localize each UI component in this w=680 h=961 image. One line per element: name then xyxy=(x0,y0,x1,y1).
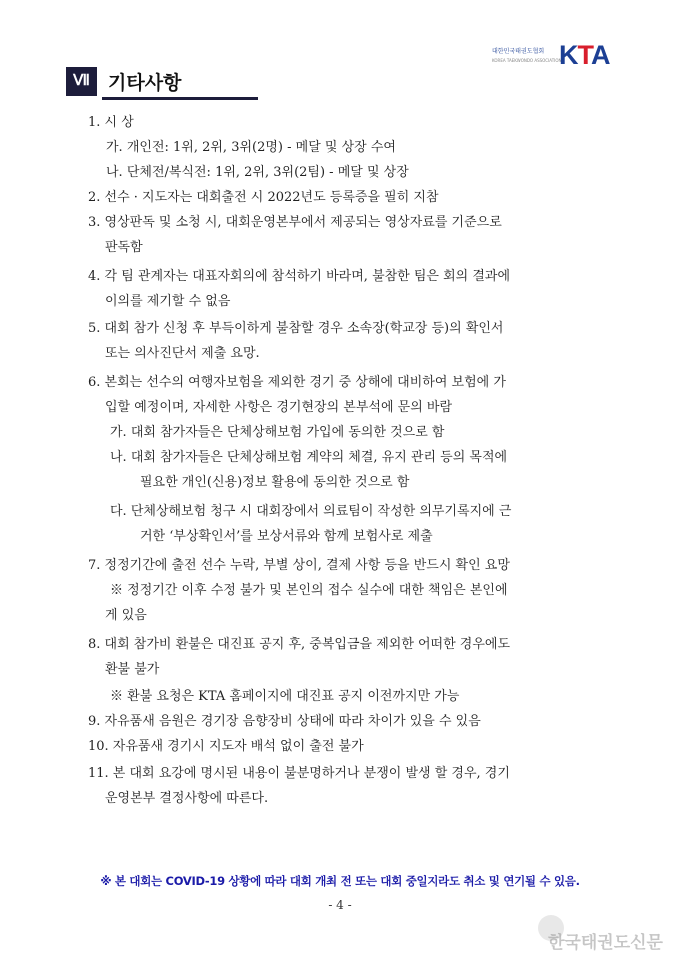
item-1-a: 가. 개인전: 1위, 2위, 3위(2명) - 메달 및 상장 수여 xyxy=(106,140,396,155)
logo-org-sub: KOREA TAEKWONDO ASSOCIATION xyxy=(492,58,562,63)
item-6-b-line-1: 나. 대회 참가자들은 단체상해보험 계약의 체결, 유지 관리 등의 목적에 xyxy=(110,450,508,465)
item-6-c-line-1: 다. 단체상해보험 청구 시 대회장에서 의료팀이 작성한 의무기록지에 근 xyxy=(110,504,512,519)
item-7-line-1: 7. 정정기간에 출전 선수 누락, 부별 상이, 결제 사항 등을 반드시 확인 요망 xyxy=(88,558,510,573)
item-2: 2. 선수 · 지도자는 대회출전 시 2022년도 등록증을 필히 지참 xyxy=(88,190,439,205)
page-number: - 4 - xyxy=(328,898,352,912)
item-3-line-2: 판독함 xyxy=(105,240,143,255)
item-6-b-line-2: 필요한 개인(신용)정보 활용에 동의한 것으로 함 xyxy=(140,475,410,490)
section-title: 기타사항 xyxy=(108,72,182,94)
item-4-line-1: 4. 각 팀 관계자는 대표자회의에 참석하기 바라며, 불참한 팀은 회의 결과에 xyxy=(88,269,511,284)
watermark-text: 한국태권도신문 xyxy=(548,933,663,953)
item-11-line-1: 11. 본 대회 요강에 명시된 내용이 불분명하거나 분쟁이 발생 할 경우, 경기 xyxy=(88,766,510,781)
covid-notice: ※ 본 대회는 COVID-19 상황에 따라 대회 개최 전 또는 대회 중일지라도 취소 및 연기될 수 있음. xyxy=(100,874,580,888)
item-11-line-2: 운영본부 결정사항에 따른다. xyxy=(105,791,269,806)
item-1-b: 나. 단체전/복식전: 1위, 2위, 3위(2팀) - 메달 및 상장 xyxy=(106,165,409,180)
item-5-line-2: 또는 의사진단서 제출 요망. xyxy=(105,346,260,361)
item-1-title: 1. 시 상 xyxy=(88,115,134,130)
item-6-line-1: 6. 본회는 선수의 여행자보험을 제외한 경기 중 상해에 대비하여 보험에 가 xyxy=(88,375,506,390)
item-8-line-2: 환불 불가 xyxy=(105,662,160,677)
item-7-note-line-1: ※ 정정기간 이후 수정 불가 및 본인의 접수 실수에 대한 책임은 본인에 xyxy=(110,583,508,598)
item-3-line-1: 3. 영상판독 및 소청 시, 대회운영본부에서 제공되는 영상자료를 기준으로 xyxy=(88,215,502,230)
item-5-line-1: 5. 대회 참가 신청 후 부득이하게 불참할 경우 소속장(학교장 등)의 확인서 xyxy=(88,321,504,336)
logo-mark xyxy=(559,40,610,70)
item-6-line-2: 입할 예정이며, 자세한 사항은 경기현장의 본부석에 문의 바람 xyxy=(105,400,453,415)
section-underline xyxy=(102,97,258,100)
logo-mark-t: T xyxy=(577,40,591,70)
item-6-a: 가. 대회 참가자들은 단체상해보험 가입에 동의한 것으로 함 xyxy=(110,425,445,440)
item-9: 9. 자유품새 음원은 경기장 음향장비 상태에 따라 차이가 있을 수 있음 xyxy=(88,714,481,729)
logo-mark-a: A xyxy=(591,40,610,70)
item-4-line-2: 이의를 제기할 수 없음 xyxy=(105,294,231,309)
kta-logo xyxy=(492,40,612,72)
item-8-note: ※ 환불 요청은 KTA 홈페이지에 대진표 공지 이전까지만 가능 xyxy=(110,689,460,704)
item-8-line-1: 8. 대회 참가비 환불은 대진표 공지 후, 중복입금을 제외한 어떠한 경우에도 xyxy=(88,637,511,652)
item-10: 10. 자유품새 경기시 지도자 배석 없이 출전 불가 xyxy=(88,739,364,754)
section-number: Ⅶ xyxy=(66,67,97,96)
logo-org-name: 대한민국태권도협회 KOREA TAEKWONDO ASSOCIATION xyxy=(492,48,562,63)
item-6-c-line-2: 거한 ‘부상확인서’를 보상서류와 함께 보험사로 제출 xyxy=(140,529,433,544)
item-7-note-line-2: 게 있음 xyxy=(105,608,147,623)
content-list xyxy=(88,110,618,811)
logo-mark-k: K xyxy=(559,40,578,70)
